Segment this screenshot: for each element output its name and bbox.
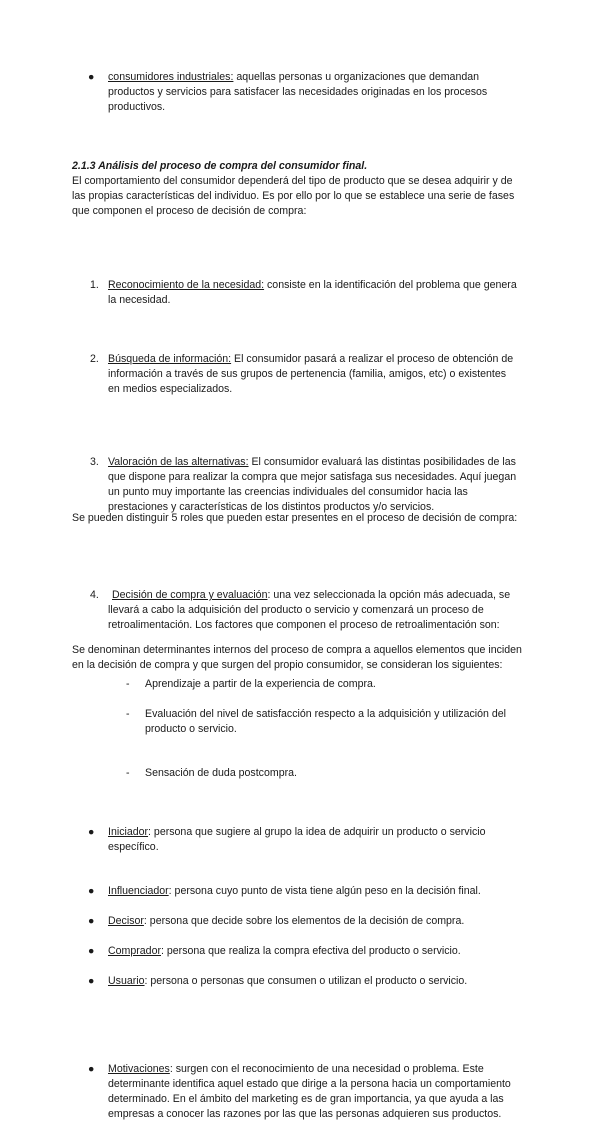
determinants-intro: Se denominan determinantes internos del proceso de compra a aquellos elementos que inciden en la decisión de compra y que surgen del propio consumidor, se consideran los siguientes: — [72, 644, 522, 671]
feedback-factor-2 — [0, 707, 600, 737]
role-term: Decisor — [108, 915, 144, 927]
dash-marker: - — [126, 708, 130, 720]
role-text: : persona que realiza la compra efectiva del producto o servicio. — [161, 945, 461, 957]
step-text: El consumidor pasará a realizar el proceso de obtención de información a través de sus grupos de pertenencia (familia, amigos, etc) o existentes en medios especializados. — [108, 353, 517, 395]
step-text: consiste en la identificación del problema que genera la necesidad. — [108, 279, 520, 306]
step-number: 2. — [90, 353, 99, 365]
role-term: Usuario — [108, 975, 145, 987]
step-text: El consumidor evaluará las distintas posibilidades de las que dispone para realizar la compra que mejor satisfaga sus necesidades. Aquí juegan un punto muy importante las creencias individuales del consumidor hacia las prestaciones y características de los distintos productos y/o servicios. — [108, 456, 520, 513]
bullet-text: aquellas personas u organizaciones que demandan productos y servicios para satisfacer las necesidades originadas en los procesos productivos. — [108, 71, 491, 113]
step-term: Valoración de las alternativas: — [108, 456, 249, 468]
step-term: Decisión de compra y evaluación — [112, 589, 268, 601]
step-term: Reconocimiento de la necesidad: — [108, 279, 265, 291]
bullet-dot: ● — [88, 71, 95, 83]
step-item-1 — [0, 278, 600, 308]
step-item-2 — [0, 352, 600, 397]
role-item-1 — [0, 825, 600, 855]
step-text: : una vez seleccionada la opción más adecuada, se llevará a cabo la adquisición del producto o servicio y comenzará un proceso de retroalimentación. Los factores que componen el proceso de retroalimentación son: — [108, 589, 514, 631]
role-text: : persona cuyo punto de vista tiene algún peso en la decisión final. — [168, 885, 481, 897]
role-item-2 — [0, 884, 600, 899]
role-text: : persona que sugiere al grupo la idea de adquirir un producto o servicio específico. — [108, 826, 489, 853]
bullet-dot: ● — [88, 1063, 95, 1075]
section-heading: 2.1.3 Análisis del proceso de compra del consumidor final. — [72, 160, 368, 172]
step-number: 3. — [90, 456, 99, 468]
intro-bullet — [0, 70, 600, 115]
determinant-item-1 — [0, 1062, 600, 1122]
feedback-factor-3 — [0, 766, 600, 781]
section-paragraph: El comportamiento del consumidor dependerá del tipo de producto que se desea adquirir y de las propias características del individuo. Es por ello por lo que se establece una serie de fases que componen el proceso de decisión de compra: — [72, 175, 515, 217]
bullet-dot: ● — [88, 885, 95, 897]
step-item-4 — [0, 588, 600, 633]
feedback-factor-1 — [0, 677, 600, 692]
step-item-3 — [0, 455, 600, 515]
role-text: : persona que decide sobre los elementos de la decisión de compra. — [143, 915, 465, 927]
role-term: Influenciador — [108, 885, 169, 897]
bullet-dot: ● — [88, 945, 95, 957]
feedback-factor-text: Aprendizaje a partir de la experiencia de compra. — [145, 678, 376, 690]
feedback-factor-text: Sensación de duda postcompra. — [145, 767, 297, 779]
role-text: : persona o personas que consumen o utilizan el producto o servicio. — [144, 975, 468, 987]
role-term: Iniciador — [108, 826, 149, 838]
bullet-dot: ● — [88, 975, 95, 987]
bullet-term: consumidores industriales: — [108, 71, 234, 83]
determinant-term: Motivaciones — [108, 1063, 170, 1075]
role-item-5 — [0, 974, 600, 989]
role-item-4 — [0, 944, 600, 959]
step-number: 1. — [90, 279, 99, 291]
role-item-3 — [0, 914, 600, 929]
roles-intro: Se pueden distinguir 5 roles que pueden estar presentes en el proceso de decisión de compra: — [72, 512, 518, 524]
dash-marker: - — [126, 767, 130, 779]
step-number: 4. — [90, 589, 99, 601]
step-term: Búsqueda de información: — [108, 353, 232, 365]
feedback-factor-text: Evaluación del nivel de satisfacción respecto a la adquisición y utilización del producto o servicio. — [145, 708, 506, 735]
bullet-dot: ● — [88, 826, 95, 838]
role-term: Comprador — [108, 945, 161, 957]
bullet-dot: ● — [88, 915, 95, 927]
dash-marker: - — [126, 678, 130, 690]
determinant-text: : surgen con el reconocimiento de una necesidad o problema. Este determinante identifica aquel estado que dirige a la persona hacia un comportamiento determinado. En el ámbito del marketing es de gran importancia, ya que ayuda a las empresas a conocer las razones por las que las personas adquieren sus productos. — [108, 1063, 514, 1120]
